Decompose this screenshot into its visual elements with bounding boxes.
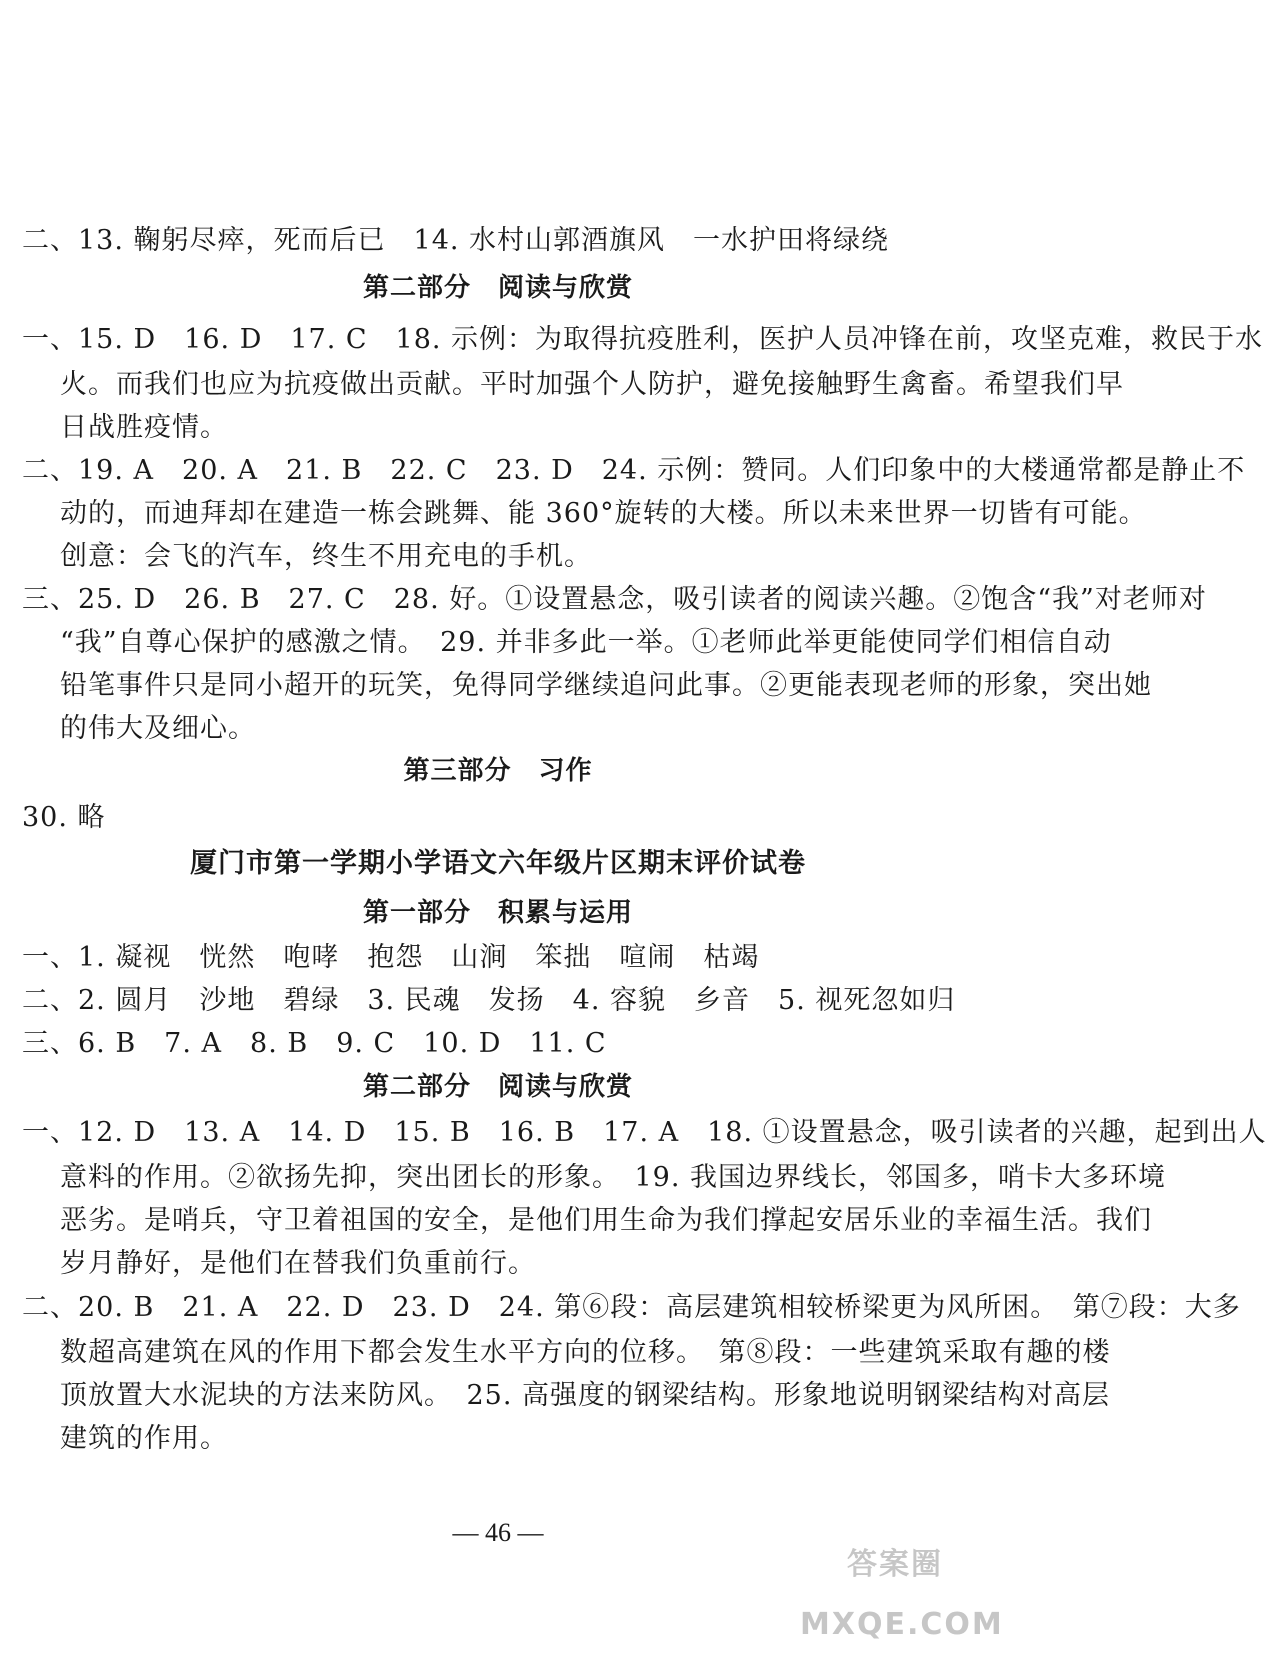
section-heading: 第二部分 阅读与欣赏 bbox=[362, 1072, 633, 1102]
answer-line: 二、19. A 20. A 21. B 22. C 23. D 24. 示例：赞同。人们印象中的大楼通常都是静止不 bbox=[22, 455, 1246, 486]
answer-line: 创意：会飞的汽车，终生不用充电的手机。 bbox=[60, 541, 592, 572]
answer-line: 火。而我们也应为抗疫做出贡献。平时加强个人防护，避免接触野生禽畜。希望我们早 bbox=[60, 369, 1124, 400]
answer-line: 二、2. 圆月 沙地 碧绿 3. 民魂 发扬 4. 容貌 乡音 5. 视死忽如归 bbox=[22, 985, 956, 1016]
section-heading: 第二部分 阅读与欣赏 bbox=[362, 273, 633, 303]
answer-line: 二、20. B 21. A 22. D 23. D 24. 第⑥段：高层建筑相较桥梁更为风所困。 第⑦段：大多 bbox=[22, 1292, 1241, 1323]
answer-line: 二、13. 鞠躬尽瘁，死而后已 14. 水村山郭酒旗风 一水护田将绿绕 bbox=[22, 225, 890, 256]
answer-line: 三、6. B 7. A 8. B 9. C 10. D 11. C bbox=[22, 1028, 607, 1059]
exam-title: 厦门市第一学期小学语文六年级片区期末评价试卷 bbox=[190, 848, 806, 879]
answer-line: 一、1. 凝视 恍然 咆哮 抱怨 山涧 笨拙 喧闹 枯竭 bbox=[22, 942, 760, 973]
answer-line: “我”自尊心保护的感激之情。 29. 并非多此一举。①老师此举更能使同学们相信自动 bbox=[60, 627, 1112, 658]
answer-line: 数超高建筑在风的作用下都会发生水平方向的位移。 第⑧段：一些建筑采取有趣的楼 bbox=[60, 1337, 1111, 1368]
answer-line: 顶放置大水泥块的方法来防风。 25. 高强度的钢梁结构。形象地说明钢梁结构对高层 bbox=[60, 1380, 1111, 1411]
page-number: — 46 — bbox=[452, 1518, 544, 1547]
answer-line: 的伟大及细心。 bbox=[60, 713, 256, 744]
section-heading: 第一部分 积累与运用 bbox=[362, 898, 633, 928]
answer-line: 恶劣。是哨兵，守卫着祖国的安全，是他们用生命为我们撑起安居乐业的幸福生活。我们 bbox=[60, 1205, 1152, 1236]
answer-line: 日战胜疫情。 bbox=[60, 412, 228, 443]
section-heading: 第三部分 习作 bbox=[403, 756, 593, 786]
answer-line: 一、15. D 16. D 17. C 18. 示例：为取得抗疫胜利，医护人员冲锋在前，攻坚克难，救民于水 bbox=[22, 324, 1264, 355]
answer-line: 动的，而迪拜却在建造一栋会跳舞、能 360°旋转的大楼。所以未来世界一切皆有可能。 bbox=[60, 498, 1147, 529]
answer-line: 三、25. D 26. B 27. C 28. 好。①设置悬念，吸引读者的阅读兴趣。②饱含“我”对老师对 bbox=[22, 584, 1207, 615]
answer-line: 铅笔事件只是同小超开的玩笑，免得同学继续追问此事。②更能表现老师的形象，突出她 bbox=[60, 670, 1152, 701]
answer-line: 一、12. D 13. A 14. D 15. B 16. B 17. A 18. ①设置悬念，吸引读者的兴趣，起到出人 bbox=[22, 1117, 1267, 1148]
answer-line: 30. 略 bbox=[22, 802, 106, 833]
watermark-logo: 答案圈 MXQE.COM bbox=[800, 1547, 1004, 1642]
answer-line: 岁月静好，是他们在替我们负重前行。 bbox=[60, 1248, 536, 1279]
answer-line: 建筑的作用。 bbox=[60, 1423, 228, 1454]
answer-line: 意料的作用。②欲扬先抑，突出团长的形象。 19. 我国边界线长，邻国多，哨卡大多环境 bbox=[60, 1162, 1167, 1193]
